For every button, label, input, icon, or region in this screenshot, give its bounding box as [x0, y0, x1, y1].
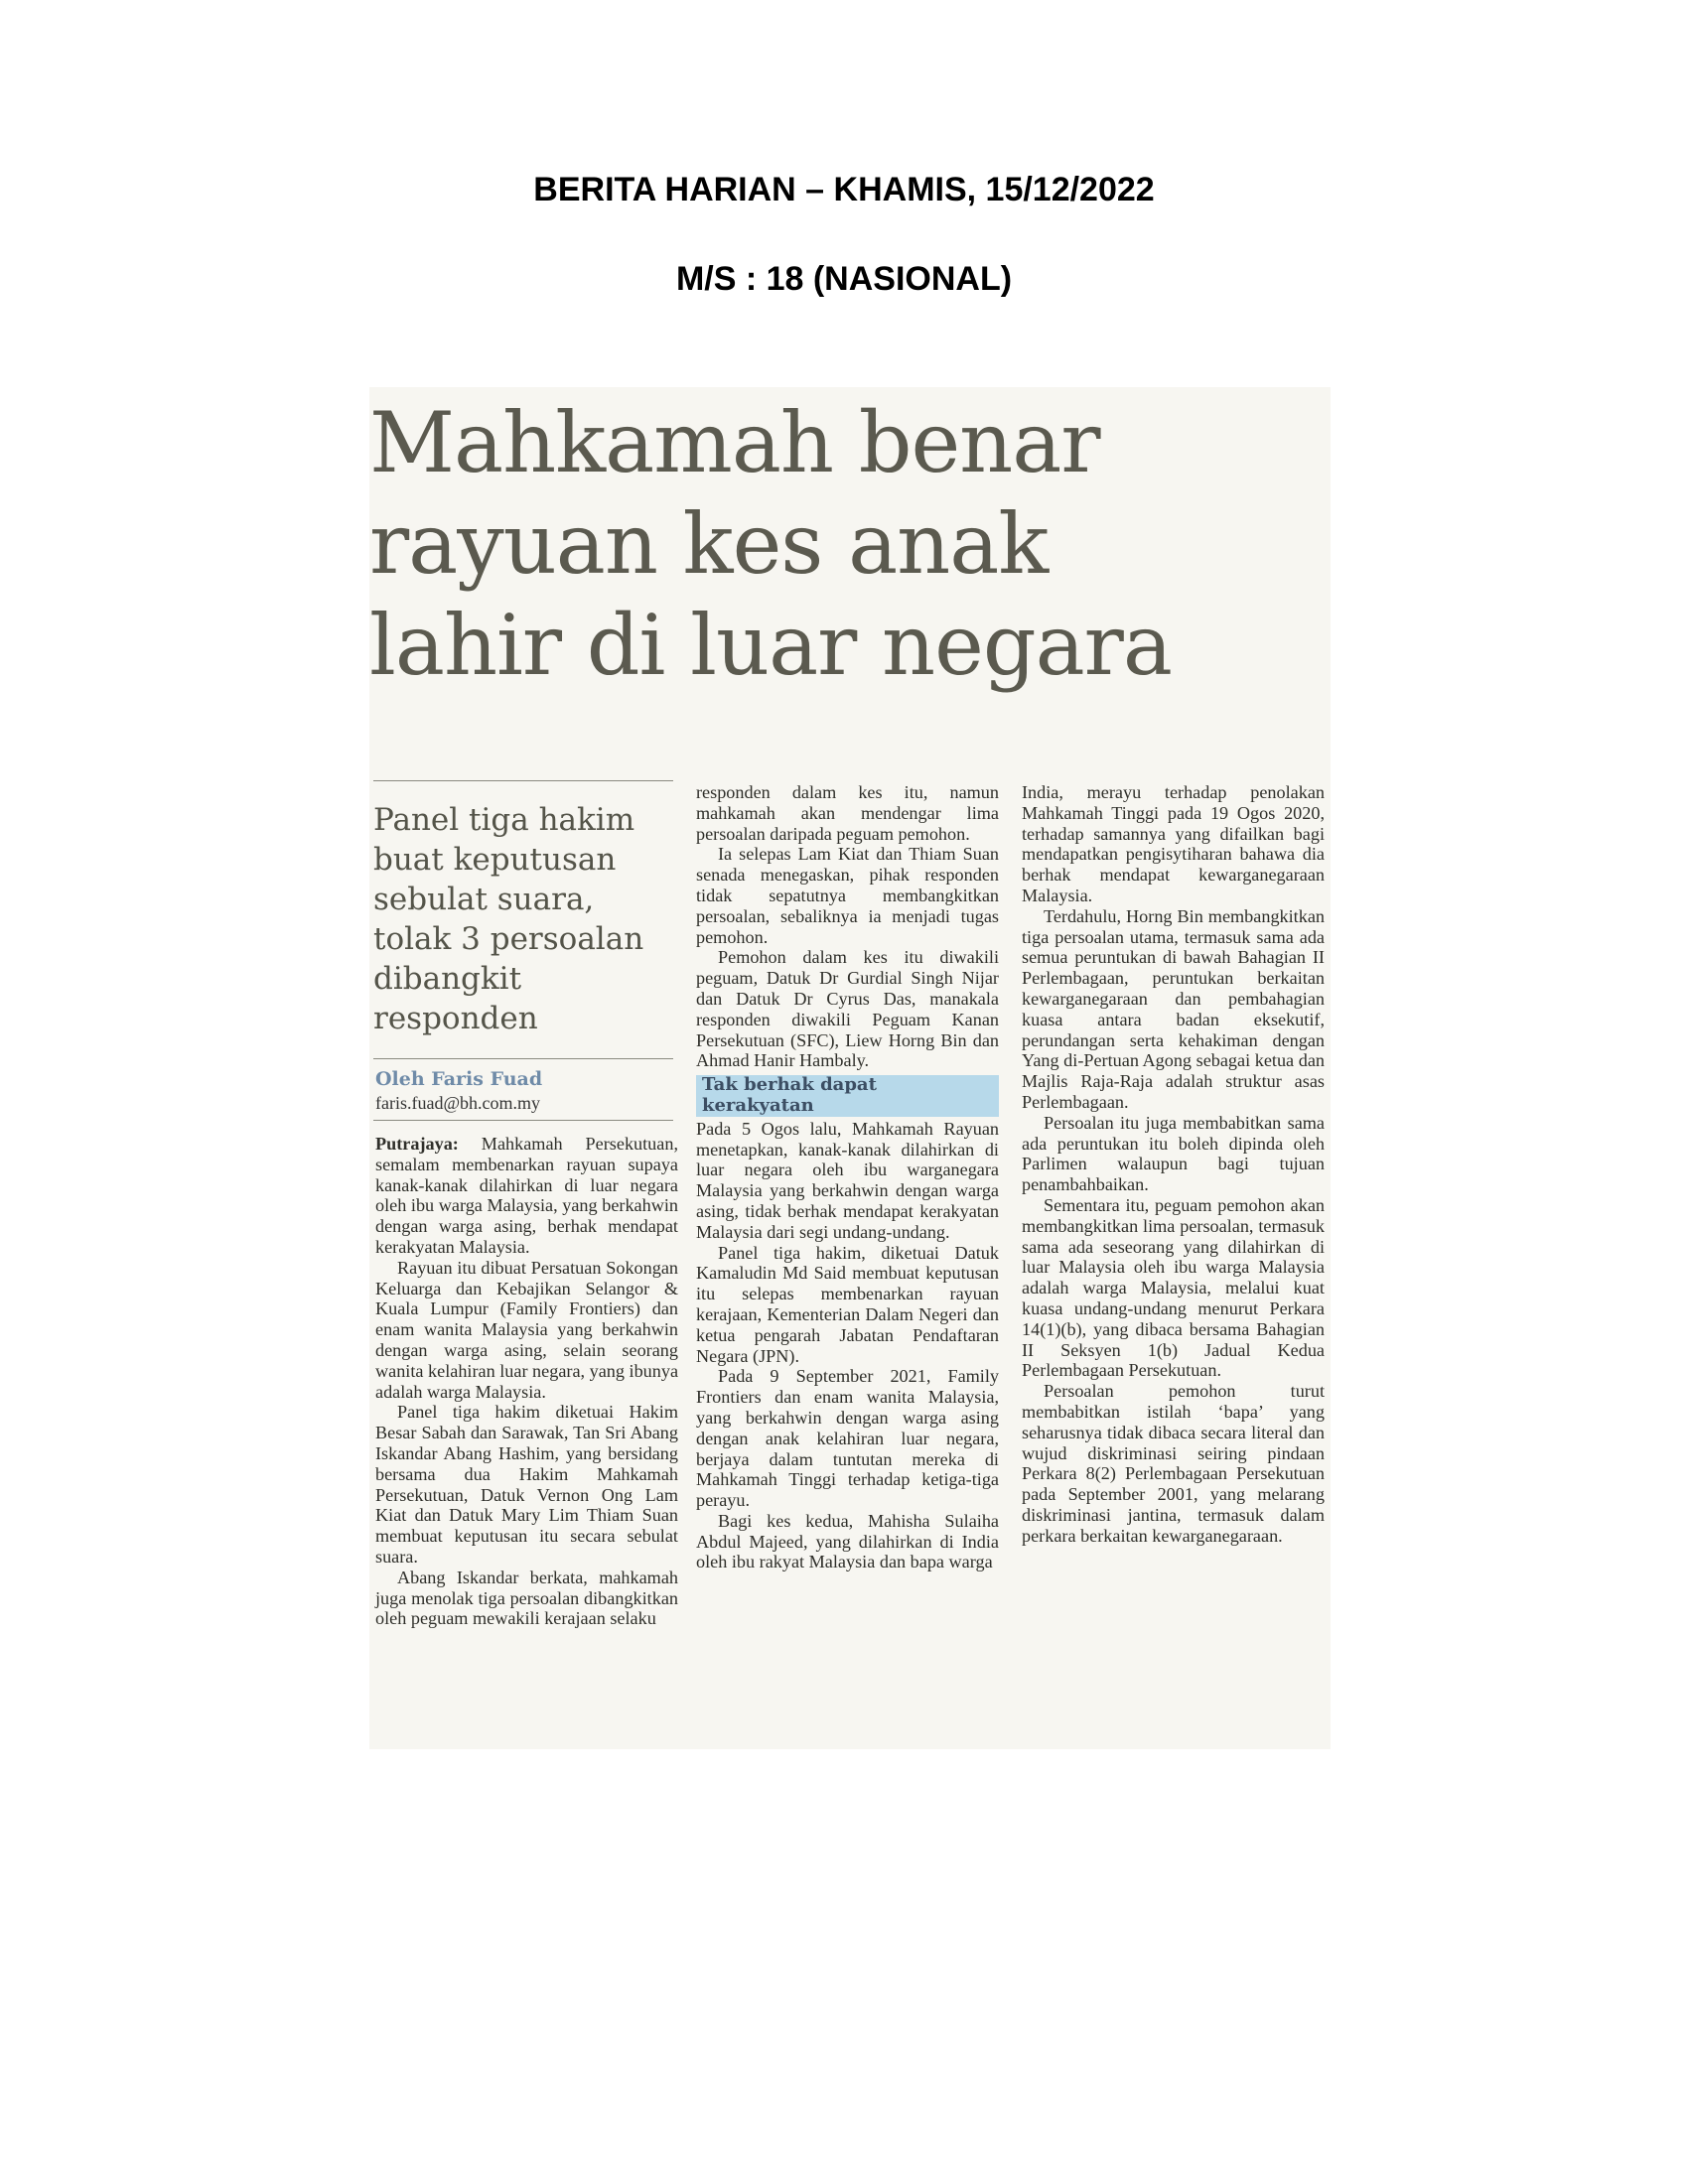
deck-line: tolak 3 persoalan — [373, 921, 644, 957]
dateline: Putrajaya: — [375, 1134, 459, 1154]
paragraph-text: Mahkamah Persekutuan, semalam membenarkan rayuan supaya kanak-kanak dilahirkan di luar negara oleh ibu warga Malaysia, yang berkahwin dengan warga asing, berhak mendapat kerakyatan Malaysia. — [375, 1134, 678, 1257]
paragraph: Sementara itu, peguam pemohon akan membangkitkan lima persoalan, termasuk sama ada seseorang yang dilahirkan di luar Malaysia oleh ibu warga Malaysia adalah warga Malaysia, melalui kuat kuasa undang-undang menurut Perkara 14(1)(b), yang dibaca bersama Bahagian II Seksyen 1(b) Jadual Kedua Perlembagaan Persekutuan. — [1022, 1194, 1325, 1381]
article-column-2 — [696, 782, 999, 1572]
paragraph: Persoalan itu juga membabitkan sama ada peruntukan itu boleh dipinda oleh Parlimen walaupun bagi tujuan penambahbaikan. — [1022, 1112, 1325, 1195]
paragraph: Pada 9 September 2021, Family Frontiers dan enam wanita Malaysia, yang berkahwin dengan warga asing dengan anak kelahiran luar negara, berjaya dalam tuntutan mereka di Mahkamah Tinggi terhadap ketiga-tiga perayu. — [696, 1366, 999, 1511]
deck-line: dibangkit — [373, 961, 522, 997]
paragraph: Pemohon dalam kes itu diwakili peguam, Datuk Dr Gurdial Singh Nijar dan Datuk Dr Cyrus Das, manakala responden diwakili Peguam Kanan Persekutuan (SFC), Liew Horng Bin dan Ahmad Hanir Hambaly. — [696, 947, 999, 1071]
divider — [373, 780, 673, 781]
author-email: faris.fuad@bh.com.my — [375, 1093, 541, 1113]
divider — [373, 1120, 673, 1121]
paragraph: Persoalan pemohon turut membabitkan istilah ‘bapa’ yang seharusnya tidak dibaca secara literal dan wujud diskriminasi seiring pindaan Perkara 8(2) Perlembagaan Persekutuan pada September 2001, yang melarang diskriminasi jantina, termasuk dalam perkara berkaitan kewarganegaraan. — [1022, 1381, 1325, 1546]
article-column-3 — [1022, 782, 1325, 1546]
paragraph: India, merayu terhadap penolakan Mahkamah Tinggi pada 19 Ogos 2020, terhadap samannya yang difailkan bagi mendapatkan pengisytiharan bahawa dia berhak mendapat kewarganegaraan Malaysia. — [1022, 782, 1325, 905]
paragraph: Bagi kes kedua, Mahisha Sulaiha Abdul Majeed, yang dilahirkan di India oleh ibu rakyat Malaysia dan bapa warga — [696, 1510, 999, 1572]
headline-line: rayuan kes anak — [369, 495, 1049, 593]
headline-line: lahir di luar negara — [369, 597, 1172, 694]
deck-line: buat keputusan — [373, 842, 617, 878]
deck-line: responden — [373, 1001, 538, 1036]
page-header-section: M/S : 18 (NASIONAL) — [675, 260, 1013, 298]
deck-line: sebulat suara, — [373, 882, 595, 917]
paragraph: Ia selepas Lam Kiat dan Thiam Suan senada menegaskan, pihak responden tidak sepatutnya membangkitkan persoalan, sebaliknya ia menjadi tugas pemohon. — [696, 844, 999, 947]
paragraph: Rayuan itu dibuat Persatuan Sokongan Keluarga dan Kebajikan Selangor & Kuala Lumpur (Family Frontiers) dan enam wanita Malaysia yang berkahwin dengan warga asing, selain seorang wanita kelahiran luar negara, yang ibunya adalah warga Malaysia. — [375, 1257, 679, 1402]
deck-line: Panel tiga hakim — [373, 802, 635, 838]
paragraph: Panel tiga hakim diketuai Hakim Besar Sabah dan Sarawak, Tan Sri Abang Iskandar Abang Hashim, yang bersidang bersama dua Hakim Mahkamah Persekutuan, Datuk Vernon Ong Lam Kiat dan Datuk Mary Lim Thiam Suan membuat keputusan itu secara sebulat suara. — [375, 1402, 678, 1567]
paragraph: Panel tiga hakim, diketuai Datuk Kamaludin Md Said membuat keputusan itu selepas membenarkan rayuan kerajaan, Kementerian Dalam Negeri dan ketua pengarah Jabatan Pendaftaran Negara (JPN). — [696, 1242, 999, 1366]
subheading: Tak berhak dapat kerakyatan — [696, 1075, 999, 1117]
paragraph — [375, 1134, 678, 1258]
byline: Oleh Faris Fuad — [375, 1068, 543, 1090]
headline-line: Mahkamah benar — [369, 394, 1100, 491]
page-header-date: BERITA HARIAN – KHAMIS, 15/12/2022 — [533, 171, 1155, 208]
paragraph: Terdahulu, Horng Bin membangkitkan tiga persoalan utama, termasuk sama ada semua peruntukan di bawah Bahagian II Perlembagaan, peruntukan berkaitan kewarganegaraan dan pembahagian kuasa antara badan eksekutif, perundangan serta kehakiman dengan Yang di-Pertuan Agong sebagai ketua dan Majlis Raja-Raja adalah struktur asas Perlembagaan. — [1022, 905, 1325, 1112]
divider — [373, 1058, 673, 1059]
article-column-1 — [375, 1134, 678, 1629]
paragraph: Abang Iskandar berkata, mahkamah juga menolak tiga persoalan dibangkitkan oleh peguam mewakili kerajaan selaku — [375, 1567, 678, 1629]
article-headline — [369, 392, 1323, 696]
paragraph: Pada 5 Ogos lalu, Mahkamah Rayuan menetapkan, kanak-kanak dilahirkan di luar negara oleh ibu warganegara Malaysia yang berkahwin dengan warga asing, tidak berhak mendapat kerakyatan Malaysia dari segi undang-undang. — [696, 1118, 999, 1242]
paragraph: responden dalam kes itu, namun mahkamah akan mendengar lima persoalan daripada peguam pemohon. — [696, 782, 999, 844]
article-deck — [373, 800, 671, 1038]
